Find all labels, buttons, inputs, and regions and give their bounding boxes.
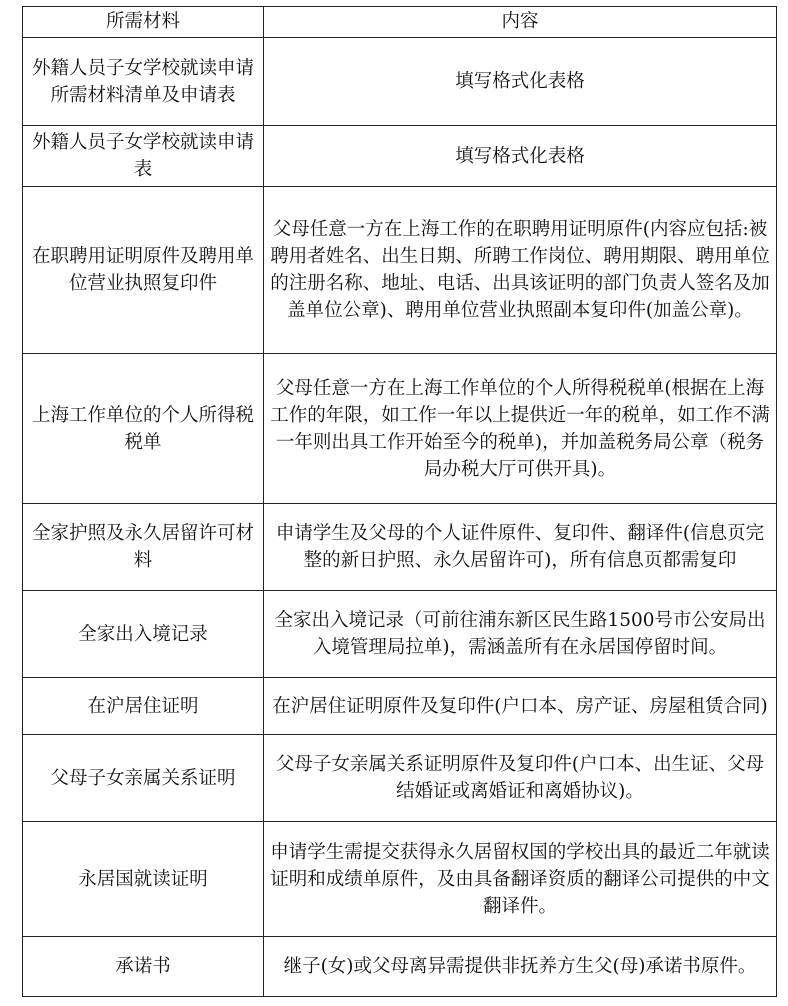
table-row: [23, 937, 777, 997]
material-name: 全家护照及永久居留许可材料: [23, 504, 264, 591]
material-name: 永居国就读证明: [23, 822, 264, 937]
materials-table: [22, 6, 777, 997]
table-row: [23, 591, 777, 678]
material-content: 全家出入境记录（可前往浦东新区民生路1500号市公安局出入境管理局拉单)，需涵盖所有在永居国停留时间。: [264, 591, 777, 678]
material-name: 在沪居住证明: [23, 678, 264, 735]
material-content: 填写格式化表格: [264, 126, 777, 187]
material-content: 填写格式化表格: [264, 38, 777, 126]
material-name: 父母子女亲属关系证明: [23, 735, 264, 822]
material-name: 在职聘用证明原件及聘用单位营业执照复印件: [23, 187, 264, 354]
table-row: [23, 822, 777, 937]
material-content: 在沪居住证明原件及复印件(户口本、房产证、房屋租赁合同): [264, 678, 777, 735]
material-name: 全家出入境记录: [23, 591, 264, 678]
material-name: 上海工作单位的个人所得税税单: [23, 354, 264, 504]
table-header-row: [23, 7, 777, 38]
material-content: 继子(女)或父母离异需提供非抚养方生父(母)承诺书原件。: [264, 937, 777, 997]
table-row: [23, 126, 777, 187]
material-content: 申请学生及父母的个人证件原件、复印件、翻译件(信息页完整的新日护照、永久居留许可)，所有信息页都需复印: [264, 504, 777, 591]
header-materials: 所需材料: [23, 7, 264, 38]
table-row: [23, 38, 777, 126]
header-content: 内容: [264, 7, 777, 38]
material-content: 父母任意一方在上海工作单位的个人所得税税单(根据在上海工作的年限，如工作一年以上提供近一年的税单，如工作不满一年则出具工作开始至今的税单)，并加盖税务局公章（税务局办税大厅可供开具)。: [264, 354, 777, 504]
table-row: [23, 504, 777, 591]
material-name: 外籍人员子女学校就读申请所需材料清单及申请表: [23, 38, 264, 126]
table-row: [23, 354, 777, 504]
material-content: 父母子女亲属关系证明原件及复印件(户口本、出生证、父母结婚证或离婚证和离婚协议)。: [264, 735, 777, 822]
table-row: [23, 678, 777, 735]
material-content: 父母任意一方在上海工作的在职聘用证明原件(内容应包括:被聘用者姓名、出生日期、所聘工作岗位、聘用期限、聘用单位的注册名称、地址、电话、出具该证明的部门负责人签名及加盖单位公章)、聘用单位营业执照副本复印件(加盖公章)。: [264, 187, 777, 354]
table-row: [23, 735, 777, 822]
material-name: 承诺书: [23, 937, 264, 997]
table-row: [23, 187, 777, 354]
material-content: 申请学生需提交获得永久居留权国的学校出具的最近二年就读证明和成绩单原件，及由具备翻译资质的翻译公司提供的中文翻译件。: [264, 822, 777, 937]
material-name: 外籍人员子女学校就读申请表: [23, 126, 264, 187]
